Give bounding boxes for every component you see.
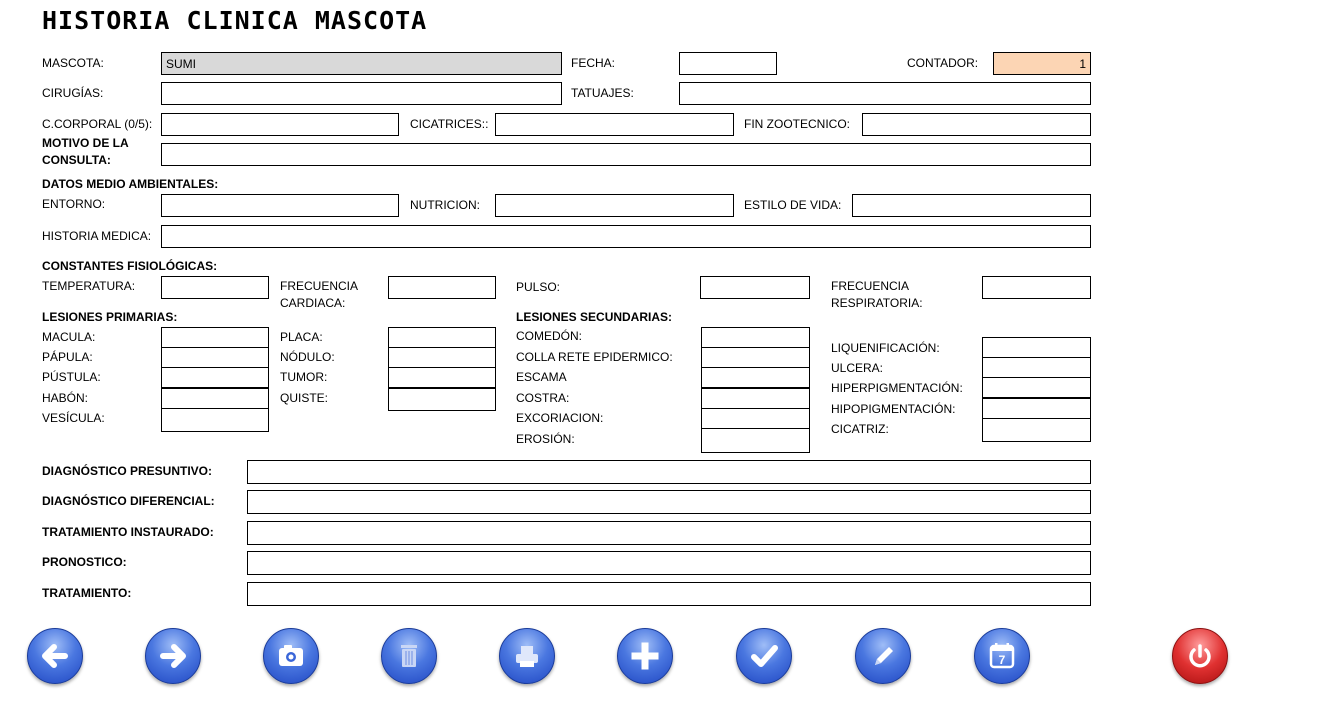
entorno-label: ENTORNO: bbox=[42, 197, 106, 211]
lesion-secundaria-label: COLLA RETE EPIDERMICO: bbox=[516, 350, 673, 364]
pronostico-field[interactable] bbox=[247, 551, 1091, 575]
plus-icon bbox=[628, 639, 662, 673]
calendar-button[interactable] bbox=[974, 628, 1030, 684]
photo-button[interactable] bbox=[263, 628, 319, 684]
lesion-secundaria-label: ESCAMA bbox=[516, 370, 567, 384]
temperatura-field[interactable] bbox=[161, 276, 269, 299]
lesion-secundaria-label: EXCORIACION: bbox=[516, 411, 604, 425]
page-title: HISTORIA CLINICA MASCOTA bbox=[42, 6, 428, 35]
escama-field[interactable] bbox=[701, 367, 810, 388]
cicatriz-field[interactable] bbox=[982, 418, 1091, 442]
delete-button[interactable] bbox=[381, 628, 437, 684]
camera-icon bbox=[274, 639, 308, 673]
comedon-field[interactable] bbox=[701, 327, 810, 348]
checkmark-icon bbox=[746, 638, 782, 674]
nodulo-field[interactable] bbox=[388, 347, 496, 368]
mascota-field[interactable] bbox=[161, 52, 562, 75]
tratamiento-field[interactable] bbox=[247, 582, 1091, 606]
forward-button[interactable] bbox=[145, 628, 201, 684]
tratamiento-instaurado-field[interactable] bbox=[247, 521, 1091, 545]
constantes-fisiologicas-heading: CONSTANTES FISIOLÓGICAS: bbox=[42, 259, 218, 273]
frecuencia-respiratoria-field[interactable] bbox=[982, 276, 1091, 299]
lesion-primaria-label: MACULA: bbox=[42, 330, 96, 344]
fin-zootecnico-label: FIN ZOOTECNICO: bbox=[744, 117, 850, 131]
tratamiento-instaurado-label: TRATAMIENTO INSTAURADO: bbox=[42, 525, 214, 539]
tratamiento-label: TRATAMIENTO: bbox=[42, 586, 132, 600]
excoriacion-field[interactable] bbox=[701, 408, 810, 429]
exit-button[interactable] bbox=[1172, 628, 1228, 684]
lesion-secundaria-label: COSTRA: bbox=[516, 391, 570, 405]
tatuajes-label: TATUAJES: bbox=[571, 86, 634, 100]
lesion-secundaria-label: CICATRIZ: bbox=[831, 422, 889, 436]
fecha-field[interactable] bbox=[679, 52, 777, 75]
lesion-primaria-label: NÓDULO: bbox=[280, 350, 335, 364]
motivo-field[interactable] bbox=[161, 143, 1091, 166]
fecha-label: FECHA: bbox=[571, 56, 616, 70]
pustula-field[interactable] bbox=[161, 367, 269, 388]
lesion-primaria-label: QUISTE: bbox=[280, 391, 329, 405]
datos-medio-ambientales-heading: DATOS MEDIO AMBIENTALES: bbox=[42, 177, 219, 191]
add-button[interactable] bbox=[617, 628, 673, 684]
costra-field[interactable] bbox=[701, 388, 810, 409]
nutricion-label: NUTRICION: bbox=[410, 198, 480, 212]
liquenificacion-field[interactable] bbox=[982, 337, 1091, 358]
entorno-field[interactable] bbox=[161, 194, 399, 217]
frecuencia-cardiaca-label: FRECUENCIA CARDIACA: bbox=[280, 279, 358, 310]
calendar-icon bbox=[984, 638, 1020, 674]
arrow-right-icon bbox=[155, 638, 191, 674]
diagnostico-diferencial-label: DIAGNÓSTICO DIFERENCIAL: bbox=[42, 494, 215, 508]
print-button[interactable] bbox=[499, 628, 555, 684]
tumor-field[interactable] bbox=[388, 367, 496, 388]
cicatrices-field[interactable] bbox=[495, 113, 734, 136]
diagnostico-presuntivo-field[interactable] bbox=[247, 460, 1091, 484]
lesion-secundaria-label: EROSIÓN: bbox=[516, 432, 575, 446]
cicatrices-label: CICATRICES:: bbox=[410, 117, 489, 131]
frecuencia-respiratoria-label: FRECUENCIA RESPIRATORIA: bbox=[831, 279, 923, 310]
erosion-field[interactable] bbox=[701, 428, 810, 453]
hiperpigmentacion-field[interactable] bbox=[982, 377, 1091, 398]
historia-medica-field[interactable] bbox=[161, 225, 1091, 248]
arrow-left-icon bbox=[37, 638, 73, 674]
lesion-secundaria-label: HIPERPIGMENTACIÓN: bbox=[831, 381, 963, 395]
lesiones-primarias-heading: LESIONES PRIMARIAS: bbox=[42, 310, 178, 324]
calendar-day-text: 7 bbox=[998, 653, 1006, 667]
diagnostico-diferencial-field[interactable] bbox=[247, 490, 1091, 514]
lesion-primaria-label: PÚSTULA: bbox=[42, 370, 101, 384]
tatuajes-field[interactable] bbox=[679, 82, 1091, 105]
hipopigmentacion-field[interactable] bbox=[982, 398, 1091, 419]
mascota-label: MASCOTA: bbox=[42, 56, 104, 70]
estilo-vida-field[interactable] bbox=[852, 194, 1091, 217]
lesion-primaria-label: HABÓN: bbox=[42, 391, 89, 405]
quiste-field[interactable] bbox=[388, 388, 496, 411]
ccorporal-label: C.CORPORAL (0/5): bbox=[42, 117, 153, 131]
lesion-secundaria-label: COMEDÓN: bbox=[516, 329, 582, 343]
estilo-vida-label: ESTILO DE VIDA: bbox=[744, 198, 842, 212]
vesicula-field[interactable] bbox=[161, 408, 269, 432]
lesion-primaria-label: VESÍCULA: bbox=[42, 411, 105, 425]
lesion-secundaria-label: LIQUENIFICACIÓN: bbox=[831, 341, 940, 355]
fin-zootecnico-field[interactable] bbox=[862, 113, 1091, 136]
temperatura-label: TEMPERATURA: bbox=[42, 279, 136, 293]
lesion-secundaria-label: HIPOPIGMENTACIÓN: bbox=[831, 402, 956, 416]
cirugias-label: CIRUGÍAS: bbox=[42, 86, 104, 100]
lesion-primaria-label: PLACA: bbox=[280, 330, 323, 344]
historia-medica-label: HISTORIA MEDICA: bbox=[42, 229, 152, 243]
contador-label: CONTADOR: bbox=[907, 56, 979, 70]
lesion-secundaria-label: ULCERA: bbox=[831, 361, 884, 375]
papula-field[interactable] bbox=[161, 347, 269, 368]
back-button[interactable] bbox=[27, 628, 83, 684]
ulcera-field[interactable] bbox=[982, 357, 1091, 378]
lesiones-secundarias-heading: LESIONES SECUNDARIAS: bbox=[516, 310, 673, 324]
colla-rete-field[interactable] bbox=[701, 347, 810, 368]
edit-button[interactable] bbox=[855, 628, 911, 684]
printer-icon bbox=[510, 639, 544, 673]
pulso-field[interactable] bbox=[700, 276, 810, 299]
confirm-button[interactable] bbox=[736, 628, 792, 684]
lesion-primaria-label: TUMOR: bbox=[280, 370, 328, 384]
pulso-label: PULSO: bbox=[516, 280, 561, 294]
placa-field[interactable] bbox=[388, 327, 496, 348]
pencil-icon bbox=[866, 639, 900, 673]
contador-field[interactable] bbox=[993, 52, 1091, 75]
pronostico-label: PRONOSTICO: bbox=[42, 555, 127, 569]
motivo-label: MOTIVO DE LA CONSULTA: bbox=[42, 136, 129, 167]
trash-icon bbox=[394, 639, 424, 673]
cirugias-field[interactable] bbox=[161, 82, 562, 105]
ccorporal-field[interactable] bbox=[161, 113, 399, 136]
macula-field[interactable] bbox=[161, 327, 269, 348]
diagnostico-presuntivo-label: DIAGNÓSTICO PRESUNTIVO: bbox=[42, 464, 213, 478]
habon-field[interactable] bbox=[161, 388, 269, 409]
lesion-primaria-label: PÁPULA: bbox=[42, 350, 93, 364]
nutricion-field[interactable] bbox=[495, 194, 734, 217]
power-icon bbox=[1183, 639, 1217, 673]
frecuencia-cardiaca-field[interactable] bbox=[388, 276, 496, 299]
